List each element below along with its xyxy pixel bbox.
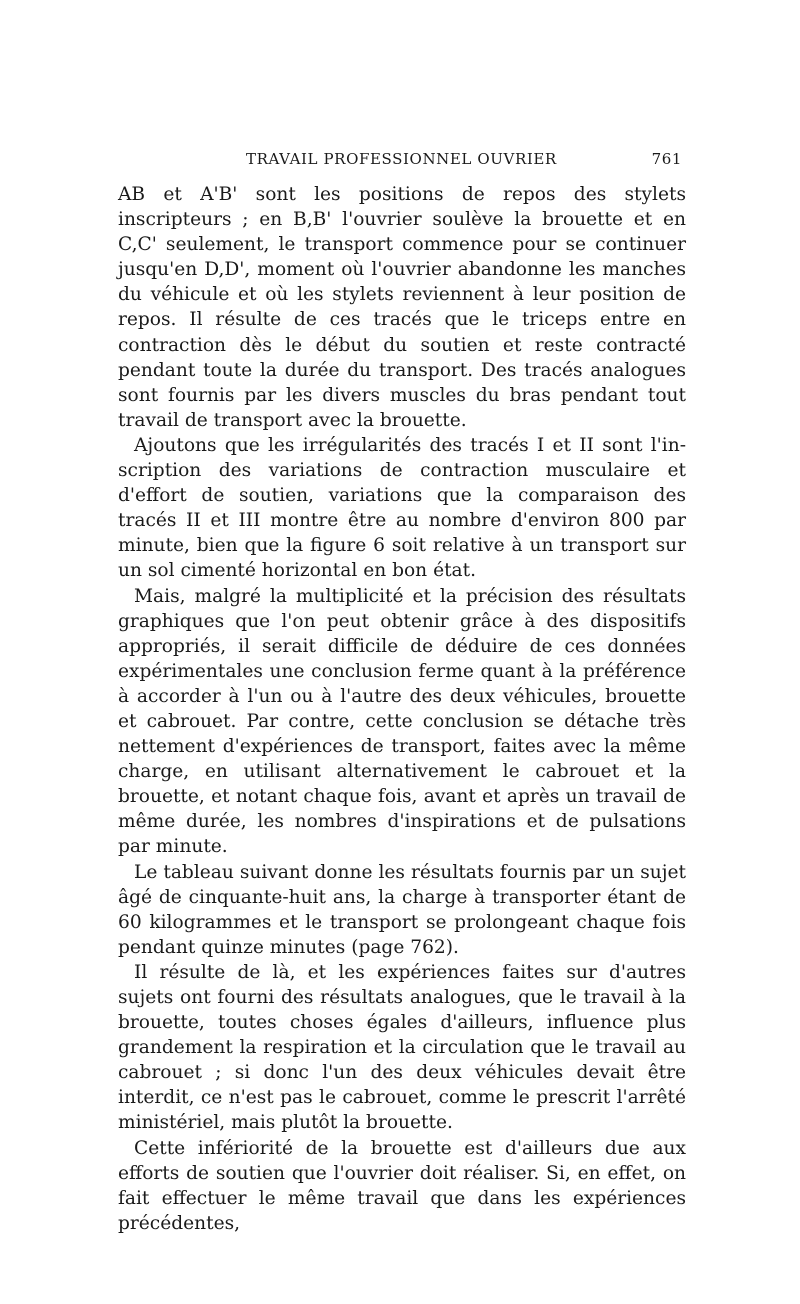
- running-head: [118, 150, 686, 174]
- paragraph: Le tableau suivant donne les résultats fournis par un sujet âgé de cinquante-huit ans, la charge à transporter étant de 60 kilogrammes et le transport se prolongeant chaque fois pendant quinze minutes (page 762).: [118, 861, 686, 958]
- page-number: 761: [651, 150, 682, 168]
- paragraph: Cette infériorité de la brouette est d'ailleurs due aux efforts de soutien que l'ouvrier doit réaliser. Si, en effet, on fait effectuer le même travail que dans les expériences précédentes,: [118, 1137, 686, 1234]
- paragraph: Mais, malgré la multiplicité et la précision des résultats graphiques que l'on peut obtenir grâce à des dispositifs appropriés, il serait difficile de déduire de ces données expérimentales une conclusion ferme quant à la préférence à accorder à l'un ou à l'autre des deux véhicules, brouette et cabrouet. Par contre, cette conclusion se détache très nettement d'expériences de transport, faites avec la même charge, en utilisant alternativement le cabrouet et la brouette, et notant chaque fois, avant et après un travail de même durée, les nombres d'inspirations et de pulsations par minute.: [118, 585, 686, 858]
- running-title: TRAVAIL PROFESSIONNEL OUVRIER: [246, 150, 557, 168]
- book-page: [118, 150, 686, 1236]
- paragraph: AB et A'B' sont les positions de repos des stylets inscripteurs ; en B,B' l'ouvrier soulève la brouette et en C,C' seulement, le transport commence pour se continuer jusqu'en D,D', moment où l'ouvrier abandonne les manches du véhicule et où les stylets reviennent à leur position de repos. Il résulte de ces tracés que le triceps entre en contraction dès le début du soutien et reste contracté pendant toute la durée du transport. Des tracés analogues sont fournis par les divers muscles du bras pendant tout travail de transport avec la brouette.: [118, 184, 686, 431]
- body-text: [118, 182, 686, 1236]
- paragraph: Il résulte de là, et les expériences faites sur d'autres sujets ont fourni des résultats analogues, que le travail à la brouette, toutes choses égales d'ailleurs, influence plus grandement la respiration et la circulation que le travail au cabrouet ; si donc l'un des deux véhicules devait être interdit, ce n'est pas le cabrouet, comme le prescrit l'arrêté ministériel, mais plutôt la brouette.: [118, 961, 686, 1134]
- paragraph: Ajoutons que les irrégularités des tracés I et II sont l'inscription des variations de contraction musculaire et d'effort de soutien, variations que la comparaison des tracés II et III montre être au nombre d'environ 800 par minute, bien que la figure 6 soit relative à un transport sur un sol cimenté horizontal en bon état.: [118, 434, 686, 582]
